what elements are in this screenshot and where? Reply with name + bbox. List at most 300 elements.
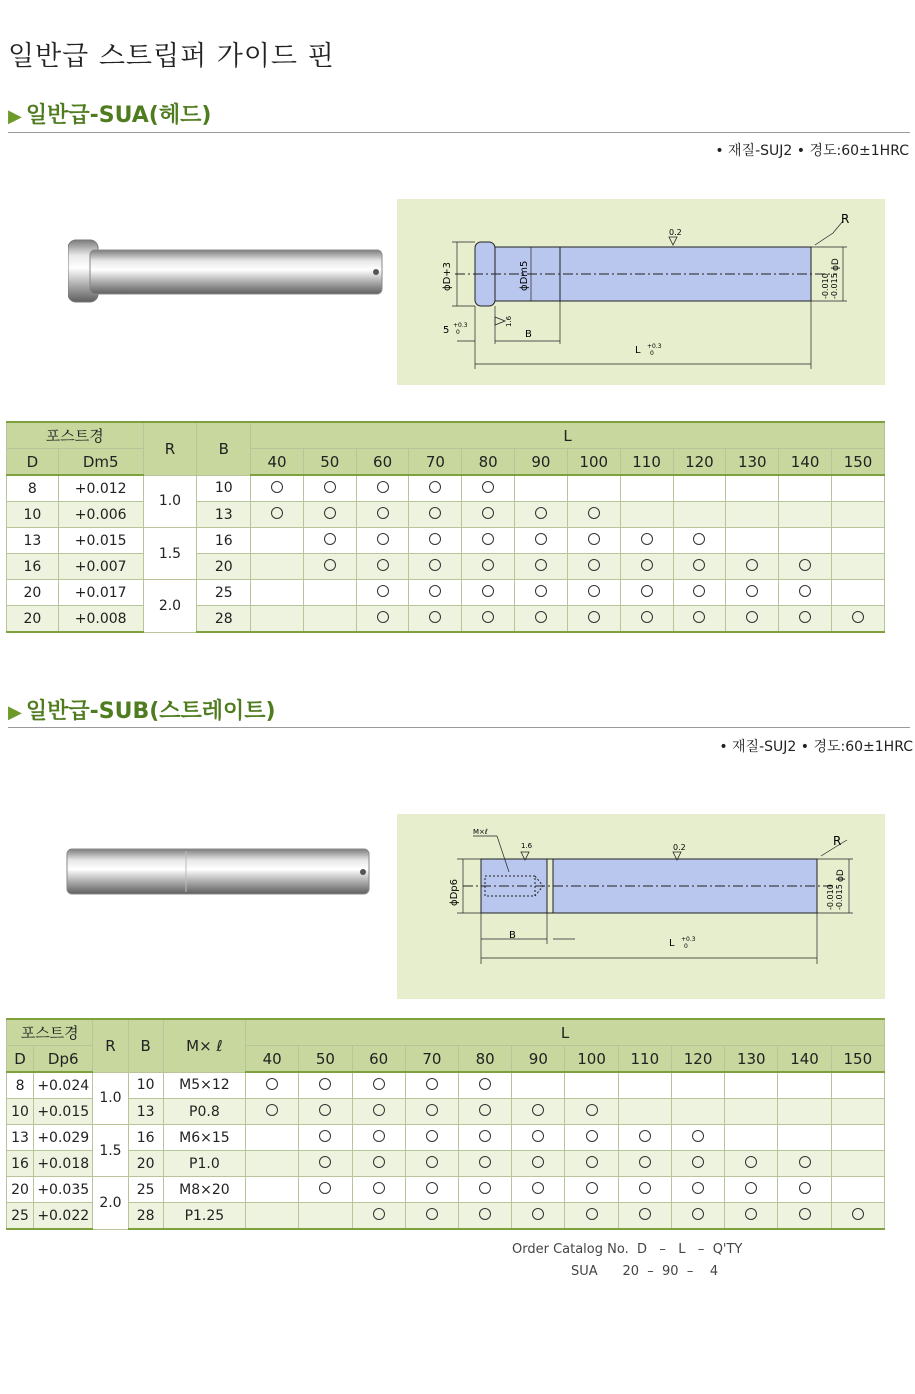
available-circle-icon: [479, 1130, 491, 1142]
cell-B: 25: [128, 1177, 163, 1203]
header-L-120: 120: [673, 449, 726, 476]
cell-L-90: [515, 606, 568, 633]
cell-L-60: [356, 580, 409, 606]
available-circle-icon: [852, 1208, 864, 1220]
available-circle-icon: [429, 611, 441, 623]
cell-L-60: [356, 502, 409, 528]
available-circle-icon: [429, 507, 441, 519]
header-L-80: 80: [462, 449, 515, 476]
cell-L-120: [673, 528, 726, 554]
cell-L-90: [515, 528, 568, 554]
available-circle-icon: [588, 611, 600, 623]
header-L-130: 130: [726, 449, 779, 476]
table-row: [7, 475, 885, 502]
header-R: R: [143, 422, 197, 475]
header-L-150: 150: [831, 1046, 884, 1073]
header-D: D: [7, 449, 59, 476]
page-title: 일반급 스트립퍼 가이드 핀: [8, 41, 335, 72]
table-row: [7, 606, 885, 633]
available-circle-icon: [271, 481, 283, 493]
cell-L-120: [673, 580, 726, 606]
cell-L-150: [831, 1099, 884, 1125]
cell-L-140: [778, 1072, 831, 1099]
cell-L-40: [246, 1203, 299, 1230]
cell-B: 28: [197, 606, 251, 633]
cell-Dp: +0.024: [34, 1072, 93, 1099]
dim-L: L: [635, 345, 641, 356]
cell-B: 13: [128, 1099, 163, 1125]
available-circle-icon: [479, 1156, 491, 1168]
cell-L-60: [356, 554, 409, 580]
cell-L-40: [246, 1177, 299, 1203]
cell-L-100: [565, 1125, 618, 1151]
triangle-bullet-icon: ▶: [8, 702, 22, 723]
cell-L-150: [832, 502, 885, 528]
available-circle-icon: [745, 1156, 757, 1168]
section-title-sua: [8, 98, 211, 129]
cell-L-140: [778, 1203, 831, 1230]
header-L-80: 80: [459, 1046, 512, 1073]
header-L-110: 110: [618, 1046, 671, 1073]
available-circle-icon: [377, 481, 389, 493]
available-circle-icon: [482, 481, 494, 493]
table-row: [7, 528, 885, 554]
available-circle-icon: [641, 611, 653, 623]
available-circle-icon: [426, 1182, 438, 1194]
cell-Dp: +0.022: [34, 1203, 93, 1230]
dim-five: 5: [443, 325, 450, 336]
dim-five-tol0: 0: [456, 329, 460, 336]
available-circle-icon: [692, 1156, 704, 1168]
dim-tol-top: -0.010: [826, 884, 835, 910]
cell-L-50: [303, 554, 356, 580]
cell-L-120: [671, 1203, 724, 1230]
cell-L-40: [251, 528, 304, 554]
cell-L-50: [303, 580, 356, 606]
header-L-40: 40: [251, 449, 304, 476]
cell-L-50: [299, 1099, 352, 1125]
cell-L-140: [778, 1177, 831, 1203]
header-L: L: [246, 1019, 885, 1046]
header-D: D: [7, 1046, 34, 1073]
available-circle-icon: [799, 1156, 811, 1168]
available-circle-icon: [373, 1182, 385, 1194]
cell-L-50: [299, 1151, 352, 1177]
cell-L-150: [832, 528, 885, 554]
available-circle-icon: [324, 559, 336, 571]
cell-L-130: [726, 580, 779, 606]
cell-L-80: [459, 1203, 512, 1230]
dim-R: R: [841, 212, 850, 226]
header-L-120: 120: [671, 1046, 724, 1073]
cell-L-80: [459, 1177, 512, 1203]
cell-L-50: [299, 1203, 352, 1230]
cell-D: 10: [7, 502, 59, 528]
cell-Dm: +0.015: [58, 528, 143, 554]
available-circle-icon: [799, 559, 811, 571]
cell-L-90: [512, 1125, 565, 1151]
cell-L-100: [565, 1151, 618, 1177]
cell-L-80: [462, 528, 515, 554]
cell-L-70: [409, 580, 462, 606]
cell-L-150: [831, 1151, 884, 1177]
dim-L-tol0: 0: [684, 943, 688, 950]
available-circle-icon: [639, 1182, 651, 1194]
available-circle-icon: [693, 533, 705, 545]
table-row: [7, 1151, 885, 1177]
header-L-100: 100: [565, 1046, 618, 1073]
available-circle-icon: [429, 481, 441, 493]
available-circle-icon: [482, 559, 494, 571]
cell-L-90: [515, 554, 568, 580]
cell-Dm: +0.012: [58, 475, 143, 502]
available-circle-icon: [377, 533, 389, 545]
available-circle-icon: [535, 611, 547, 623]
cell-L-60: [352, 1099, 405, 1125]
available-circle-icon: [482, 611, 494, 623]
available-circle-icon: [429, 533, 441, 545]
available-circle-icon: [641, 585, 653, 597]
cell-L-60: [352, 1072, 405, 1099]
available-circle-icon: [535, 507, 547, 519]
header-L-70: 70: [409, 449, 462, 476]
header-post-diameter: 포스트경: [7, 422, 144, 449]
cell-D: 20: [7, 1177, 34, 1203]
cell-D: 13: [7, 528, 59, 554]
technical-drawing-sua: [397, 199, 885, 385]
cell-L-110: [620, 606, 673, 633]
cell-L-110: [618, 1203, 671, 1230]
cell-L-140: [778, 1099, 831, 1125]
available-circle-icon: [588, 559, 600, 571]
cell-L-90: [512, 1203, 565, 1230]
cell-M: P0.8: [163, 1099, 245, 1125]
available-circle-icon: [639, 1156, 651, 1168]
cell-D: 20: [7, 606, 59, 633]
header-L-140: 140: [779, 449, 832, 476]
cell-L-90: [515, 502, 568, 528]
header-L-130: 130: [725, 1046, 778, 1073]
cell-Dm: +0.017: [58, 580, 143, 606]
cell-L-120: [673, 502, 726, 528]
cell-L-120: [671, 1099, 724, 1125]
dim-phiD3: ϕD+3: [442, 261, 453, 291]
pin-photo-straight: [66, 848, 372, 896]
available-circle-icon: [319, 1182, 331, 1194]
cell-L-120: [673, 554, 726, 580]
cell-L-50: [299, 1072, 352, 1099]
cell-L-110: [618, 1177, 671, 1203]
available-circle-icon: [373, 1130, 385, 1142]
cell-L-150: [832, 606, 885, 633]
table-row: [7, 502, 885, 528]
table-row: [7, 580, 885, 606]
available-circle-icon: [319, 1130, 331, 1142]
dim-tol-top: -0.010: [821, 273, 830, 299]
cell-L-40: [251, 580, 304, 606]
cell-L-90: [512, 1072, 565, 1099]
cell-L-130: [725, 1072, 778, 1099]
cell-L-110: [620, 554, 673, 580]
cell-L-60: [356, 606, 409, 633]
header-L-90: 90: [515, 449, 568, 476]
cell-Dp: +0.035: [34, 1177, 93, 1203]
cell-L-130: [725, 1177, 778, 1203]
cell-L-100: [565, 1177, 618, 1203]
technical-drawing-sub: [397, 814, 885, 999]
available-circle-icon: [429, 559, 441, 571]
available-circle-icon: [588, 585, 600, 597]
header-L-110: 110: [620, 449, 673, 476]
cell-L-40: [246, 1072, 299, 1099]
cell-Dm: +0.007: [58, 554, 143, 580]
dim-Ml: M×ℓ: [473, 828, 488, 836]
cell-L-140: [778, 1125, 831, 1151]
cell-L-110: [618, 1072, 671, 1099]
cell-L-60: [352, 1125, 405, 1151]
cell-L-140: [779, 528, 832, 554]
cell-L-150: [831, 1177, 884, 1203]
available-circle-icon: [324, 481, 336, 493]
cell-L-40: [251, 606, 304, 633]
header-Dp: Dp6: [34, 1046, 93, 1073]
available-circle-icon: [373, 1078, 385, 1090]
available-circle-icon: [429, 585, 441, 597]
cell-R: 1.5: [143, 528, 197, 580]
dim-tol-bot: -0.015: [835, 884, 844, 910]
cell-L-90: [512, 1177, 565, 1203]
pin-photo-head: [68, 238, 388, 304]
spec-table-sua: [6, 421, 885, 633]
available-circle-icon: [588, 533, 600, 545]
cell-L-100: [567, 580, 620, 606]
dim-five-tol: +0.3: [453, 322, 468, 329]
cell-L-100: [565, 1099, 618, 1125]
cell-L-80: [462, 606, 515, 633]
available-circle-icon: [746, 585, 758, 597]
cell-L-60: [352, 1151, 405, 1177]
header-L-50: 50: [299, 1046, 352, 1073]
available-circle-icon: [586, 1156, 598, 1168]
cell-L-50: [303, 475, 356, 502]
header-L-40: 40: [246, 1046, 299, 1073]
available-circle-icon: [586, 1208, 598, 1220]
header-L-60: 60: [352, 1046, 405, 1073]
cell-L-130: [726, 475, 779, 502]
cell-L-120: [673, 606, 726, 633]
dim-phiD: ϕD: [836, 869, 846, 882]
cell-L-130: [725, 1151, 778, 1177]
cell-L-120: [671, 1151, 724, 1177]
available-circle-icon: [799, 1208, 811, 1220]
available-circle-icon: [692, 1208, 704, 1220]
cell-L-80: [459, 1072, 512, 1099]
dim-tol: 0.2: [669, 228, 682, 237]
available-circle-icon: [799, 611, 811, 623]
cell-R: 2.0: [143, 580, 197, 633]
available-circle-icon: [586, 1104, 598, 1116]
available-circle-icon: [426, 1156, 438, 1168]
section-divider: [8, 727, 910, 728]
cell-L-130: [725, 1203, 778, 1230]
available-circle-icon: [745, 1182, 757, 1194]
cell-L-140: [779, 475, 832, 502]
cell-L-140: [779, 554, 832, 580]
available-circle-icon: [324, 507, 336, 519]
available-circle-icon: [588, 507, 600, 519]
cell-L-90: [515, 580, 568, 606]
available-circle-icon: [482, 507, 494, 519]
available-circle-icon: [266, 1104, 278, 1116]
available-circle-icon: [641, 559, 653, 571]
cell-L-80: [459, 1125, 512, 1151]
header-L-150: 150: [832, 449, 885, 476]
available-circle-icon: [586, 1182, 598, 1194]
available-circle-icon: [373, 1208, 385, 1220]
cell-L-130: [725, 1099, 778, 1125]
available-circle-icon: [746, 559, 758, 571]
cell-B: 25: [197, 580, 251, 606]
available-circle-icon: [479, 1104, 491, 1116]
cell-L-110: [620, 528, 673, 554]
available-circle-icon: [639, 1130, 651, 1142]
header-B: B: [197, 422, 251, 475]
cell-L-110: [620, 580, 673, 606]
available-circle-icon: [693, 559, 705, 571]
cell-B: 28: [128, 1203, 163, 1230]
available-circle-icon: [746, 611, 758, 623]
cell-L-140: [778, 1151, 831, 1177]
available-circle-icon: [377, 611, 389, 623]
section-title-text: 일반급-SUA(헤드): [25, 103, 212, 128]
cell-L-50: [299, 1177, 352, 1203]
available-circle-icon: [693, 585, 705, 597]
cell-L-100: [567, 528, 620, 554]
available-circle-icon: [535, 533, 547, 545]
cell-L-150: [831, 1072, 884, 1099]
available-circle-icon: [479, 1208, 491, 1220]
drawing-lines: [397, 814, 885, 999]
header-L-60: 60: [356, 449, 409, 476]
table-row: [7, 554, 885, 580]
cell-L-60: [356, 475, 409, 502]
cell-Dp: +0.015: [34, 1099, 93, 1125]
cell-L-80: [462, 502, 515, 528]
available-circle-icon: [482, 585, 494, 597]
dim-phiD: ϕD: [831, 258, 841, 271]
header-L-100: 100: [567, 449, 620, 476]
available-circle-icon: [693, 611, 705, 623]
cell-D: 13: [7, 1125, 34, 1151]
cell-L-50: [303, 528, 356, 554]
cell-D: 16: [7, 1151, 34, 1177]
cell-L-150: [832, 475, 885, 502]
cell-B: 20: [128, 1151, 163, 1177]
table-row: [7, 1203, 885, 1230]
cell-L-100: [565, 1203, 618, 1230]
material-spec: • 재질-SUJ2 • 경도:60±1HRC: [715, 143, 909, 159]
cell-M: M6×15: [163, 1125, 245, 1151]
cell-L-110: [620, 502, 673, 528]
section-title-sub: [8, 694, 276, 725]
available-circle-icon: [319, 1078, 331, 1090]
cell-L-100: [567, 606, 620, 633]
cell-L-140: [779, 580, 832, 606]
cell-M: M8×20: [163, 1177, 245, 1203]
cell-L-70: [405, 1072, 458, 1099]
cell-L-120: [671, 1125, 724, 1151]
available-circle-icon: [482, 533, 494, 545]
cell-L-70: [409, 606, 462, 633]
cell-L-80: [459, 1099, 512, 1125]
dim-phiDm5: ϕDm5: [519, 260, 530, 291]
cell-Dp: +0.029: [34, 1125, 93, 1151]
cell-L-40: [251, 502, 304, 528]
available-circle-icon: [532, 1104, 544, 1116]
cell-L-120: [671, 1177, 724, 1203]
cell-L-70: [409, 528, 462, 554]
cell-L-100: [567, 554, 620, 580]
available-circle-icon: [799, 585, 811, 597]
cell-L-70: [405, 1203, 458, 1230]
available-circle-icon: [745, 1208, 757, 1220]
available-circle-icon: [373, 1156, 385, 1168]
header-L-50: 50: [303, 449, 356, 476]
available-circle-icon: [479, 1078, 491, 1090]
cell-L-100: [567, 502, 620, 528]
dim-rough: 1.6: [521, 842, 533, 850]
header-Dm: Dm5: [58, 449, 143, 476]
cell-L-70: [405, 1177, 458, 1203]
order-catalog-format: Order Catalog No. D – L – Q'TY: [512, 1242, 743, 1257]
table-row: [7, 1177, 885, 1203]
cell-L-40: [246, 1099, 299, 1125]
cell-L-60: [356, 528, 409, 554]
cell-L-70: [405, 1125, 458, 1151]
available-circle-icon: [639, 1208, 651, 1220]
cell-L-90: [512, 1099, 565, 1125]
available-circle-icon: [377, 507, 389, 519]
cell-L-40: [246, 1125, 299, 1151]
available-circle-icon: [692, 1182, 704, 1194]
cell-L-80: [462, 580, 515, 606]
available-circle-icon: [324, 533, 336, 545]
available-circle-icon: [532, 1208, 544, 1220]
cell-Dm: +0.006: [58, 502, 143, 528]
cell-L-150: [832, 554, 885, 580]
cell-L-70: [405, 1099, 458, 1125]
cell-L-50: [303, 502, 356, 528]
cell-L-40: [246, 1151, 299, 1177]
available-circle-icon: [319, 1156, 331, 1168]
cell-L-140: [779, 606, 832, 633]
header-M: M× ℓ: [163, 1019, 245, 1072]
available-circle-icon: [535, 585, 547, 597]
cell-Dm: +0.008: [58, 606, 143, 633]
dim-L-tol0: 0: [650, 350, 654, 357]
available-circle-icon: [532, 1156, 544, 1168]
dim-R: R: [833, 834, 842, 848]
cell-L-90: [515, 475, 568, 502]
cell-L-100: [567, 475, 620, 502]
dim-B: B: [509, 930, 516, 941]
cell-Dp: +0.018: [34, 1151, 93, 1177]
cell-D: 20: [7, 580, 59, 606]
header-post-diameter: 포스트경: [7, 1019, 93, 1046]
header-L-70: 70: [405, 1046, 458, 1073]
cell-L-100: [565, 1072, 618, 1099]
cell-L-130: [726, 502, 779, 528]
